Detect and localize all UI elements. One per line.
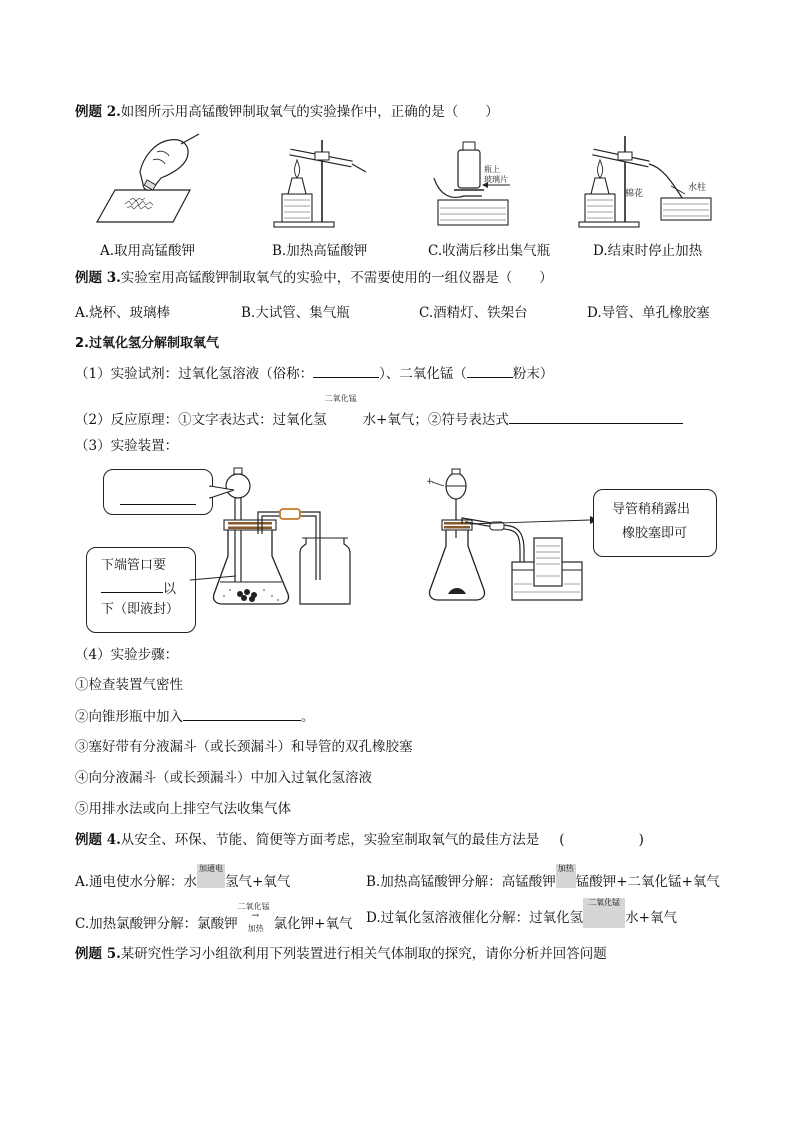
ex5-text: 某研究性学习小组欲利用下列装置进行相关气体制取的探究，请你分析并回答问题 (120, 946, 607, 962)
blank-common-name[interactable] (313, 363, 379, 378)
ex4-opt-c-arrow-glyph: → (251, 911, 260, 921)
sec2-s1-b: ）、二氧化锰（ (379, 366, 467, 382)
fig-a-take-kmno4 (95, 132, 205, 232)
ex3-option-b: B.大试管、集气瓶 (241, 305, 350, 321)
ex2-text: 如图所示用高锰酸钾制取氧气的实验操作中，正确的是（ ） (120, 104, 499, 120)
ex2-option-c: C.收满后移出集气瓶 (428, 243, 551, 259)
callout-left-line2: 以 (163, 582, 177, 597)
sec2-s2-b: 水+氧气；②符号表达式 (362, 412, 509, 428)
sec2-s1-c: 粉末） (512, 366, 554, 382)
ex4-opt-d-1: D.过氧化氢溶液催化分解：过氧化氢 (366, 910, 584, 926)
fig-d-water-label: 水柱 (688, 183, 707, 193)
fig-d-stop-heating (575, 128, 715, 230)
ex3-label: 例题 3. (75, 270, 121, 286)
ex4-opt-a-2: 氢气+氧气 (225, 874, 291, 890)
ex4-option-b (366, 864, 720, 892)
ex4-opt-d-2: 水+氧气 (625, 910, 677, 926)
ex3-text: 实验室用高锰酸钾制取氧气的实验中，不需要使用的一组仪器是（ ） (120, 270, 553, 286)
ex2-option-d: D.结束时停止加热 (593, 243, 703, 259)
ex4-paren-close: ) (638, 832, 644, 848)
ex3-option-a: A.烧杯、玻璃棒 (75, 305, 171, 321)
ex4-opt-c-1: C.加热氯酸钾分解：氯酸钾 (75, 916, 238, 932)
ex4-option-a (75, 864, 291, 892)
ex3-option-d: D.导管、单孔橡胶塞 (587, 305, 710, 321)
ex5-label: 例题 5. (75, 946, 121, 962)
fig-c-note-1: 瓶上 (484, 165, 500, 174)
step-2-end: 。 (301, 709, 315, 725)
sec2-s2-condition: 二氧化锰 (324, 394, 357, 403)
svg-text:+: + (426, 477, 434, 487)
step-4: ④向分液漏斗（或长颈漏斗）中加入过氧化氢溶液 (75, 770, 372, 786)
step-3: ③塞好带有分液漏斗（或长颈漏斗）和导管的双孔橡胶塞 (75, 739, 413, 755)
blank-liquid-level[interactable] (101, 578, 163, 593)
callout-funnel-pointer (210, 484, 240, 500)
callout-right-line1: 导管稍稍露出 (612, 502, 691, 517)
sec2-s3: （3）实验装置： (75, 438, 179, 454)
callout-seal-pointer (190, 574, 240, 588)
ex4-opt-a-1: A.通电使水分解：水 (75, 874, 198, 890)
callout-right-line2: 橡胶塞即可 (622, 526, 688, 541)
fig-d-cotton-label: 棉花 (625, 189, 644, 199)
fig-c-collect-bottle (430, 130, 530, 230)
step-1: ①检查装置气密性 (75, 677, 183, 693)
ex3-option-c: C.酒精灯、铁架台 (419, 305, 528, 321)
sec2-s4: （4）实验步骤： (75, 647, 179, 663)
ex4-opt-c-cond-bot: 加热 (247, 924, 264, 933)
ex4-opt-b-1: B.加热高锰酸钾分解：高锰酸钾 (366, 874, 556, 890)
section2-title: 2.过氧化氢分解制取氧气 (75, 336, 219, 351)
step-2-text: ②向锥形瓶中加入 (75, 709, 183, 725)
sec2-s2-arrow (324, 394, 363, 424)
blank-add-reagent[interactable] (183, 706, 301, 721)
ex5-question (75, 944, 607, 964)
sec2-s1-a: （1）实验试剂：过氧化氢溶液（俗称： (75, 366, 314, 382)
fig-b-heat-kmno4 (270, 130, 370, 230)
ex3-question (75, 268, 553, 288)
ex2-question (75, 102, 499, 122)
sec2-step1 (75, 363, 553, 384)
ex4-opt-b-2: 锰酸钾+二氧化锰+氧气 (575, 874, 720, 890)
ex2-option-b: B.加热高锰酸钾 (272, 243, 368, 259)
ex4-paren-open: ( (559, 832, 565, 848)
step-5: ⑤用排水法或向上排空气法收集气体 (75, 801, 291, 817)
ex4-label: 例题 4. (75, 832, 121, 848)
ex4-opt-b-condition: 加热 (556, 864, 576, 888)
blank-mno2-color[interactable] (467, 363, 513, 378)
ex4-question (75, 830, 644, 850)
ex4-text: 从安全、环保、节能、简便等方面考虑，实验室制取氧气的最佳方法是 (120, 832, 540, 848)
ex4-opt-d-condition: 二氧化锰 (583, 898, 625, 928)
ex4-opt-a-condition: 加通电 (197, 864, 225, 888)
callout-liquid-seal (86, 547, 196, 633)
ex2-option-a: A.取用高锰酸钾 (100, 243, 196, 259)
ex2-label: 例题 2. (75, 104, 121, 120)
step-2 (75, 706, 315, 727)
sec2-s2-a: （2）反应原理：①文字表达式：过氧化氢 (75, 412, 327, 428)
sec2-step2 (75, 394, 683, 430)
callout-funnel-top (103, 469, 213, 515)
ex4-opt-c-2: 氯化钾+氧气 (273, 916, 353, 932)
callout-left-line3: 下（即液封） (101, 602, 180, 617)
callout-tube-tip (593, 489, 717, 557)
ex4-opt-c-cond-top: 二氧化锰 (237, 902, 270, 911)
ex4-option-d (366, 898, 677, 928)
callout-left-line1: 下端管口要 (101, 558, 167, 573)
ex4-opt-c-arrow (237, 902, 274, 933)
ex4-option-c (75, 902, 353, 934)
fig-c-note-2: 玻璃片 (484, 175, 508, 184)
blank-funnel-name[interactable] (120, 490, 196, 505)
blank-symbol-equation[interactable] (509, 409, 683, 424)
apparatus-right (420, 466, 610, 606)
